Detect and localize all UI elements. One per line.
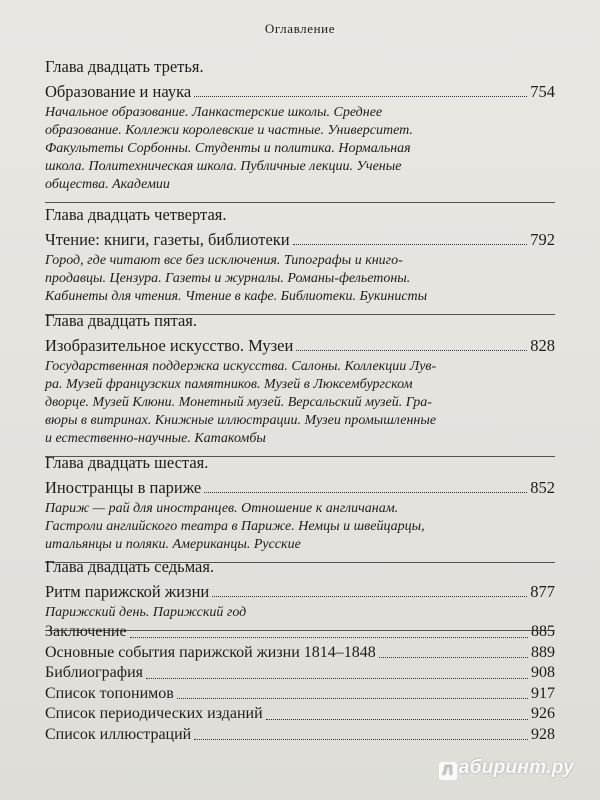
chapter-label: Глава двадцать третья.	[45, 57, 204, 76]
chapter-title: Ритм парижской жизни	[45, 582, 210, 601]
summary-line: Парижский день. Парижский год	[45, 605, 247, 620]
chapter-page-number: 877	[530, 582, 555, 601]
backmatter-entry	[45, 643, 555, 664]
entry-title: Список иллюстраций	[45, 725, 192, 743]
backmatter-entry	[45, 663, 555, 684]
summary-line: продавцы. Цензура. Газеты и журналы. Романы-фельетоны.	[45, 271, 411, 286]
chapter-summary	[45, 358, 555, 448]
section-divider	[45, 202, 555, 203]
summary-line: вюры в витринах. Книжные иллюстрации. Музеи промышленные	[45, 413, 437, 428]
toc-chapter-27	[45, 556, 555, 631]
chapter-page-number: 852	[530, 478, 555, 497]
summary-line: Гастроли английского театра в Париже. Немцы и швейцарцы,	[45, 519, 425, 534]
chapter-page-number: 828	[530, 336, 555, 355]
summary-line: ра. Музей французских памятников. Музей в Люксембургском	[45, 377, 413, 392]
entry-page-number: 917	[531, 684, 555, 702]
dot-leader	[379, 657, 528, 658]
labirint-watermark	[439, 757, 574, 780]
dot-leader	[194, 739, 528, 740]
dot-leader	[177, 698, 528, 699]
entry-title: Заключение	[45, 623, 127, 640]
watermark-text: абиринт.ру	[458, 757, 574, 778]
chapter-page-number: 754	[530, 82, 555, 101]
chapter-title: Чтение: книги, газеты, библиотеки	[45, 230, 290, 249]
chapter-label: Глава двадцать седьмая.	[45, 557, 215, 576]
entry-page-number: 889	[531, 643, 555, 661]
dot-leader	[130, 637, 528, 638]
chapter-summary	[45, 604, 555, 622]
entry-page-number: 926	[531, 705, 555, 722]
chapter-summary	[45, 252, 555, 306]
summary-line: школа. Политехническая школа. Публичные лекции. Ученые	[45, 159, 402, 174]
backmatter-entry	[45, 684, 555, 705]
backmatter-entry	[45, 704, 555, 725]
backmatter-entry	[45, 725, 555, 746]
summary-line: Государственная поддержка искусства. Салоны. Коллекции Лув-	[45, 359, 437, 374]
dot-leader	[293, 244, 528, 245]
chapter-title: Иностранцы в париже	[45, 478, 202, 497]
entry-page-number: 908	[531, 664, 555, 681]
chapter-title: Изобразительное искусство. Музеи	[45, 336, 294, 355]
toc-chapter-23	[45, 56, 555, 203]
toc-chapter-26	[45, 452, 555, 563]
summary-line: Париж — рай для иностранцев. Отношение к англичанам.	[45, 501, 399, 516]
chapter-title-line	[45, 230, 555, 250]
summary-line: образование. Коллежи королевские и частные. Университет.	[45, 123, 413, 138]
labirint-logo-icon: Л	[439, 762, 457, 780]
entry-title: Список топонимов	[45, 684, 174, 702]
entry-title: Список периодических изданий	[45, 705, 263, 722]
chapter-page-number: 792	[530, 230, 555, 249]
backmatter-entry	[45, 622, 555, 643]
chapter-title-line	[45, 336, 555, 356]
entry-title: Основные события парижской жизни 1814–1848	[45, 643, 376, 661]
toc-chapter-25	[45, 310, 555, 457]
entry-page-number: 885	[531, 623, 555, 640]
summary-line: Факультеты Сорбонны. Студенты и политика. Нормальная	[45, 141, 411, 156]
toc-chapter-24	[45, 204, 555, 315]
chapter-title-line	[45, 82, 555, 102]
summary-line: общества. Академии	[45, 177, 170, 192]
toc-backmatter	[45, 622, 555, 745]
dot-leader	[212, 596, 527, 597]
dot-leader	[146, 678, 528, 679]
dot-leader	[204, 492, 527, 493]
chapter-title-line	[45, 582, 555, 602]
page-heading: Оглавление	[264, 21, 336, 36]
summary-line: и естественно-научные. Катакомбы	[45, 431, 266, 446]
summary-line: итальянцы и поляки. Американцы. Русские	[45, 537, 301, 552]
summary-line: Начальное образование. Ланкастерские школы. Среднее	[45, 105, 383, 120]
dot-leader	[266, 719, 528, 720]
summary-line: Кабинеты для чтения. Чтение в кафе. Библиотеки. Букинисты	[45, 289, 428, 304]
dot-leader	[194, 96, 527, 97]
chapter-title-line	[45, 478, 555, 498]
chapter-title: Образование и наука	[45, 82, 192, 101]
chapter-label: Глава двадцать пятая.	[45, 311, 198, 330]
summary-line: Город, где читают все без исключения. Типографы и книго-	[45, 253, 403, 268]
entry-title: Библиография	[45, 664, 143, 681]
chapter-summary	[45, 500, 555, 554]
chapter-summary	[45, 104, 555, 194]
dot-leader	[296, 350, 527, 351]
entry-page-number: 928	[531, 725, 555, 743]
chapter-label: Глава двадцать шестая.	[45, 453, 209, 472]
chapter-label: Глава двадцать четвертая.	[45, 205, 227, 224]
summary-line: дворце. Музей Клюни. Монетный музей. Версальский музей. Гра-	[45, 395, 432, 410]
